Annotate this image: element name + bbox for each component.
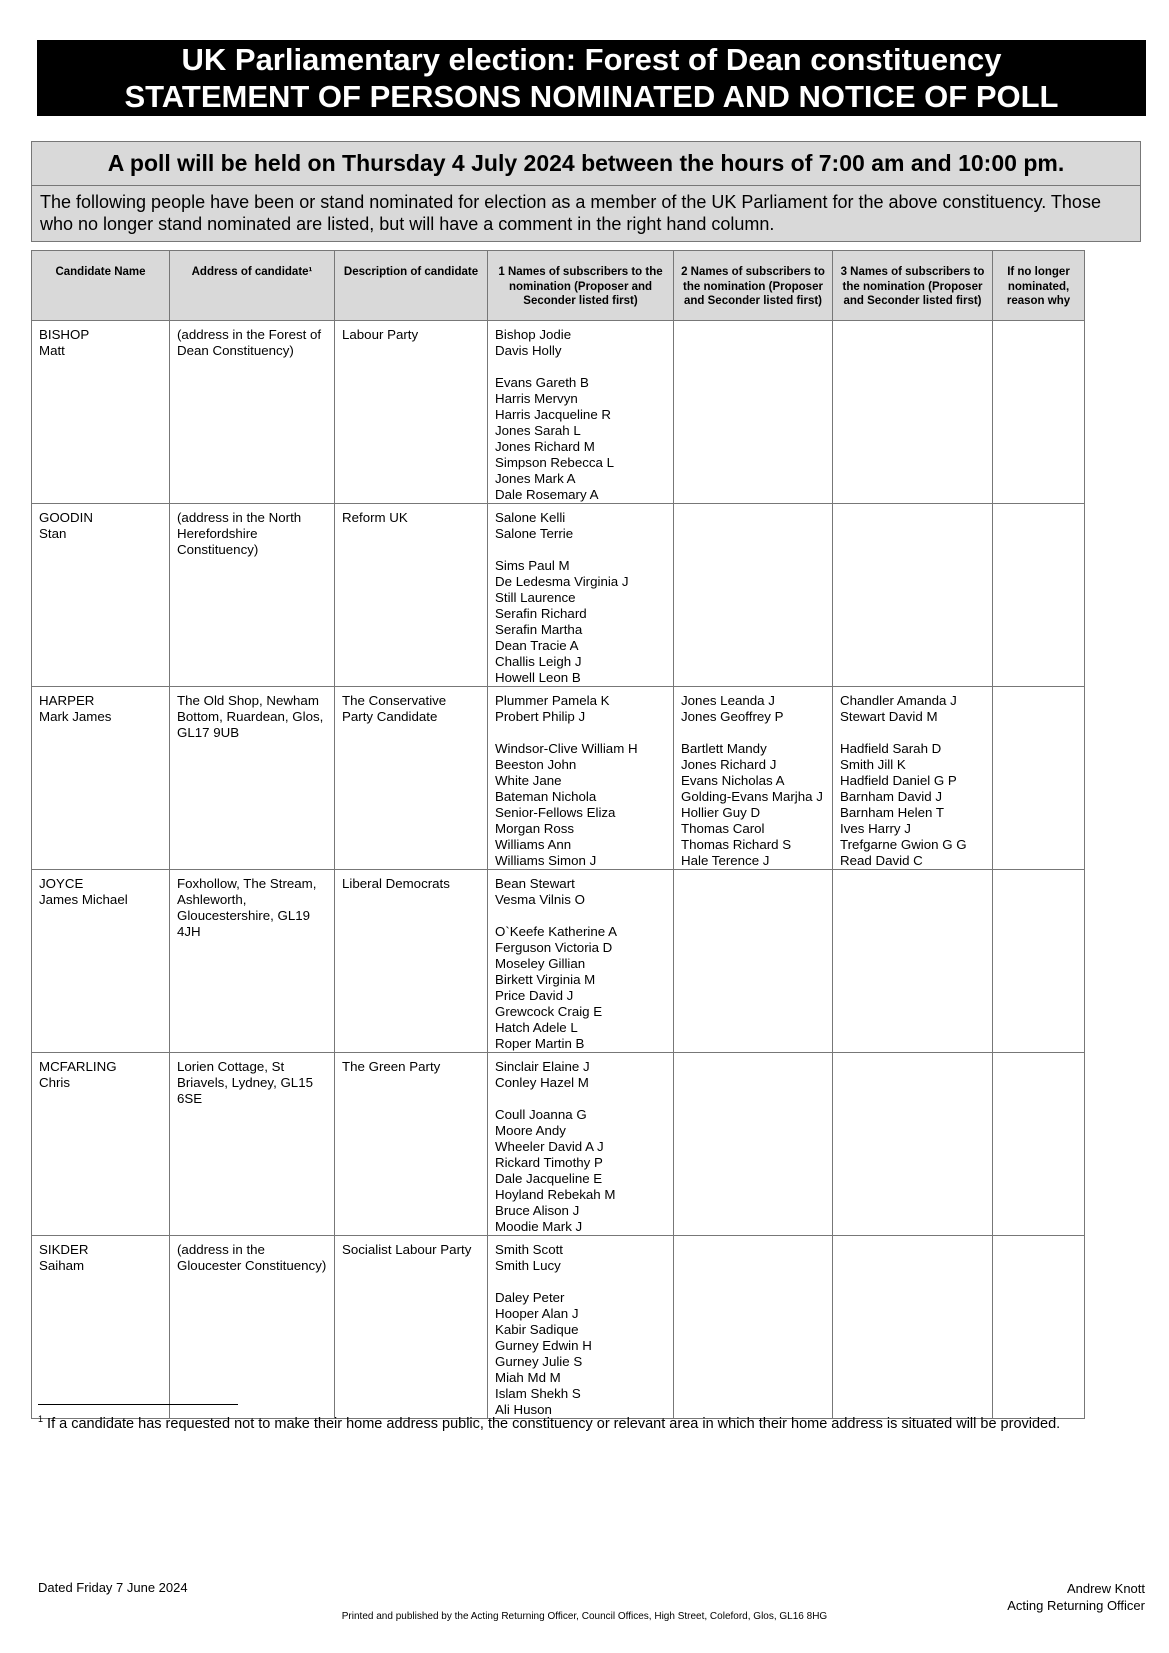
subscribers-cell bbox=[674, 687, 833, 870]
footnote: $^1$ If a candidate has requested not to make their home address public, the constituency or relevant area in which their home address is situated will be provided. bbox=[38, 1414, 1061, 1432]
candidate-address-cell bbox=[170, 1053, 335, 1236]
subscribers-cell bbox=[833, 1236, 993, 1419]
candidate-description-cell bbox=[335, 321, 488, 504]
imprint: Printed and published by the Acting Returning Officer, Council Offices, High Street, Coleford, Glos, GL16 8HG bbox=[341, 1611, 828, 1622]
candidate-forenames: Mark James bbox=[39, 709, 112, 724]
subscriber-gap bbox=[495, 542, 666, 558]
candidate-name-cell bbox=[32, 1236, 170, 1419]
subscriber-name: Smith Jill K bbox=[840, 757, 906, 772]
subscriber-name: Chandler Amanda J bbox=[840, 693, 957, 708]
column-header: Description of candidate bbox=[335, 251, 488, 321]
candidate-description-cell bbox=[335, 1236, 488, 1419]
subscriber-name: De Ledesma Virginia J bbox=[495, 574, 629, 589]
column-header: If no longer nominated, reason why bbox=[993, 251, 1085, 321]
subscriber-name: Jones Geoffrey P bbox=[681, 709, 784, 724]
officer-title: Acting Returning Officer bbox=[1007, 1598, 1145, 1613]
subscribers-cell bbox=[833, 321, 993, 504]
subscriber-name: Salone Terrie bbox=[495, 526, 574, 541]
candidate-address: Foxhollow, The Stream, Ashleworth, Gloucestershire, GL19 4JH bbox=[177, 876, 317, 939]
subscribers-cell bbox=[488, 504, 674, 687]
candidate-forenames: Stan bbox=[39, 526, 67, 541]
subscriber-name: Morgan Ross bbox=[495, 821, 575, 836]
subscriber-name: Sinclair Elaine J bbox=[495, 1059, 590, 1074]
subscriber-name: Read David C bbox=[840, 853, 923, 868]
subscriber-name: Jones Sarah L bbox=[495, 423, 581, 438]
title-line-1: UK Parliamentary election: Forest of Dean constituency bbox=[181, 42, 1002, 77]
subscriber-name: Hoyland Rebekah M bbox=[495, 1187, 616, 1202]
poll-box bbox=[31, 141, 1141, 242]
subscriber-name: Jones Leanda J bbox=[681, 693, 775, 708]
candidate-name-cell bbox=[32, 1053, 170, 1236]
subscriber-name: Probert Philip J bbox=[495, 709, 586, 724]
subscriber-name: Price David J bbox=[495, 988, 574, 1003]
subscriber-name: Thomas Richard S bbox=[681, 837, 792, 852]
subscribers-cell bbox=[488, 1236, 674, 1419]
subscriber-name: Gurney Julie S bbox=[495, 1354, 583, 1369]
subscribers-cell bbox=[674, 321, 833, 504]
candidate-address: (address in the North Herefordshire Constituency) bbox=[177, 510, 302, 557]
subscriber-name: Grewcock Craig E bbox=[495, 1004, 603, 1019]
subscriber-name: Dean Tracie A bbox=[495, 638, 579, 653]
subscriber-name: Hatch Adele L bbox=[495, 1020, 578, 1035]
reason-cell bbox=[993, 1236, 1085, 1419]
subscriber-name: Wheeler David A J bbox=[495, 1139, 604, 1154]
subscriber-name: Stewart David M bbox=[840, 709, 938, 724]
subscriber-name: Moore Andy bbox=[495, 1123, 566, 1138]
candidate-description: Labour Party bbox=[342, 327, 419, 342]
subscriber-name: Evans Gareth B bbox=[495, 375, 589, 390]
subscriber-name: Barnham David J bbox=[840, 789, 942, 804]
poll-statement: A poll will be held on Thursday 4 July 2024 between the hours of 7:00 am and 10:00 pm. bbox=[32, 142, 1140, 186]
subscribers-cell bbox=[674, 870, 833, 1053]
reason-cell bbox=[993, 504, 1085, 687]
subscribers-cell bbox=[488, 870, 674, 1053]
subscriber-gap bbox=[681, 725, 825, 741]
candidate-row bbox=[32, 504, 1085, 687]
subscribers-cell bbox=[674, 1236, 833, 1419]
subscriber-name: Salone Kelli bbox=[495, 510, 566, 525]
candidate-description-cell bbox=[335, 870, 488, 1053]
subscriber-name: Sims Paul M bbox=[495, 558, 570, 573]
candidate-row bbox=[32, 687, 1085, 870]
subscriber-name: Trefgarne Gwion G G bbox=[840, 837, 967, 852]
subscriber-gap bbox=[840, 725, 985, 741]
subscriber-name: Birkett Virginia M bbox=[495, 972, 596, 987]
subscriber-name: Evans Nicholas A bbox=[681, 773, 785, 788]
reason-cell bbox=[993, 687, 1085, 870]
subscriber-name: Rickard Timothy P bbox=[495, 1155, 603, 1170]
subscriber-name: Hooper Alan J bbox=[495, 1306, 579, 1321]
subscriber-name: White Jane bbox=[495, 773, 562, 788]
subscriber-name: Williams Simon J bbox=[495, 853, 597, 868]
column-header: Address of candidate¹ bbox=[170, 251, 335, 321]
reason-cell bbox=[993, 321, 1085, 504]
candidate-forenames: Chris bbox=[39, 1075, 71, 1090]
candidate-surname: HARPER bbox=[39, 693, 95, 708]
candidate-description-cell bbox=[335, 504, 488, 687]
candidate-description: Reform UK bbox=[342, 510, 408, 525]
intro-text: The following people have been or stand nominated for election as a member of the UK Parliament for the above constituency. Those who no longer stand nominated are listed, but will have a comment in the right hand column. bbox=[40, 192, 1101, 234]
subscriber-name: Islam Shekh S bbox=[495, 1386, 581, 1401]
dated: Dated Friday 7 June 2024 bbox=[38, 1580, 188, 1595]
column-header: 1 Names of subscribers to the nomination (Proposer and Seconder listed first) bbox=[488, 251, 674, 321]
candidate-description: Liberal Democrats bbox=[342, 876, 450, 891]
candidate-address-cell bbox=[170, 687, 335, 870]
candidate-address: (address in the Gloucester Constituency) bbox=[177, 1242, 327, 1273]
candidate-surname: BISHOP bbox=[39, 327, 90, 342]
candidate-row bbox=[32, 321, 1085, 504]
subscribers-cell bbox=[833, 1053, 993, 1236]
column-header: 2 Names of subscribers to the nomination (Proposer and Seconder listed first) bbox=[674, 251, 833, 321]
subscriber-gap bbox=[495, 725, 666, 741]
candidate-forenames: Matt bbox=[39, 343, 65, 358]
subscriber-name: Ferguson Victoria D bbox=[495, 940, 613, 955]
subscriber-name: Dale Jacqueline E bbox=[495, 1171, 603, 1186]
subscriber-name: O`Keefe Katherine A bbox=[495, 924, 617, 939]
candidate-address-cell bbox=[170, 870, 335, 1053]
subscriber-name: Daley Peter bbox=[495, 1290, 565, 1305]
subscriber-name: Gurney Edwin H bbox=[495, 1338, 592, 1353]
reason-cell bbox=[993, 1053, 1085, 1236]
subscriber-name: Simpson Rebecca L bbox=[495, 455, 614, 470]
subscriber-name: Moseley Gillian bbox=[495, 956, 586, 971]
subscriber-name: Ives Harry J bbox=[840, 821, 911, 836]
subscriber-name: Smith Lucy bbox=[495, 1258, 561, 1273]
subscriber-name: Jones Richard J bbox=[681, 757, 777, 772]
subscriber-name: Bartlett Mandy bbox=[681, 741, 767, 756]
subscriber-name: Bateman Nichola bbox=[495, 789, 597, 804]
candidate-address: (address in the Forest of Dean Constituency) bbox=[177, 327, 322, 358]
subscribers-cell bbox=[833, 504, 993, 687]
candidate-description: The Green Party bbox=[342, 1059, 441, 1074]
officer-name: Andrew Knott bbox=[1066, 1581, 1145, 1596]
subscriber-name: Bean Stewart bbox=[495, 876, 575, 891]
subscriber-name: Still Laurence bbox=[495, 590, 576, 605]
subscriber-name: Dale Rosemary A bbox=[495, 487, 599, 502]
candidate-surname: JOYCE bbox=[39, 876, 84, 891]
subscriber-name: Hadfield Sarah D bbox=[840, 741, 942, 756]
subscriber-gap bbox=[495, 359, 666, 375]
subscriber-name: Vesma Vilnis O bbox=[495, 892, 585, 907]
subscriber-name: Harris Jacqueline R bbox=[495, 407, 612, 422]
title-line-2: STATEMENT OF PERSONS NOMINATED AND NOTICE OF POLL bbox=[124, 79, 1059, 114]
candidate-surname: MCFARLING bbox=[39, 1059, 117, 1074]
subscriber-name: Roper Martin B bbox=[495, 1036, 585, 1051]
candidate-row bbox=[32, 870, 1085, 1053]
column-header: Candidate Name bbox=[32, 251, 170, 321]
subscriber-name: Coull Joanna G bbox=[495, 1107, 587, 1122]
candidate-name-cell bbox=[32, 870, 170, 1053]
candidate-address-cell bbox=[170, 1236, 335, 1419]
subscribers-cell bbox=[674, 504, 833, 687]
candidate-description-cell bbox=[335, 687, 488, 870]
subscriber-name: Serafin Martha bbox=[495, 622, 583, 637]
candidates-table bbox=[31, 250, 1085, 1419]
subscriber-name: Golding-Evans Marjha J bbox=[681, 789, 823, 804]
subscribers-cell bbox=[833, 687, 993, 870]
subscriber-name: Conley Hazel M bbox=[495, 1075, 589, 1090]
subscriber-name: Bruce Alison J bbox=[495, 1203, 580, 1218]
subscriber-name: Smith Scott bbox=[495, 1242, 563, 1257]
subscriber-name: Serafin Richard bbox=[495, 606, 587, 621]
subscriber-gap bbox=[495, 908, 666, 924]
subscribers-cell bbox=[674, 1053, 833, 1236]
subscriber-name: Bishop Jodie bbox=[495, 327, 572, 342]
candidate-forenames: Saiham bbox=[39, 1258, 85, 1273]
subscriber-name: Challis Leigh J bbox=[495, 654, 582, 669]
candidate-description: Socialist Labour Party bbox=[342, 1242, 472, 1257]
subscriber-name: Hollier Guy D bbox=[681, 805, 761, 820]
footnote-text: If a candidate has requested not to make their home address public, the constituency or relevant area in which their home address is situated will be provided. bbox=[47, 1415, 1061, 1432]
candidate-name-cell bbox=[32, 504, 170, 687]
candidate-name-cell bbox=[32, 687, 170, 870]
subscribers-cell bbox=[488, 687, 674, 870]
subscriber-name: Howell Leon B bbox=[495, 670, 581, 685]
subscriber-name: Jones Mark A bbox=[495, 471, 576, 486]
footnote-divider bbox=[38, 1404, 238, 1405]
signature-block bbox=[1007, 1580, 1145, 1614]
candidate-surname: GOODIN bbox=[39, 510, 93, 525]
subscriber-name: Harris Mervyn bbox=[495, 391, 578, 406]
subscribers-cell bbox=[833, 870, 993, 1053]
subscriber-name: Miah Md M bbox=[495, 1370, 561, 1385]
subscribers-cell bbox=[488, 321, 674, 504]
subscribers-cell bbox=[488, 1053, 674, 1236]
candidate-address-cell bbox=[170, 504, 335, 687]
subscriber-name: Windsor-Clive William H bbox=[495, 741, 638, 756]
candidate-address-cell bbox=[170, 321, 335, 504]
column-header: 3 Names of subscribers to the nomination (Proposer and Seconder listed first) bbox=[833, 251, 993, 321]
notice-title bbox=[37, 40, 1146, 116]
subscriber-name: Kabir Sadique bbox=[495, 1322, 579, 1337]
candidate-address: Lorien Cottage, St Briavels, Lydney, GL15 6SE bbox=[177, 1059, 313, 1106]
subscriber-name: Thomas Carol bbox=[681, 821, 765, 836]
subscriber-name: Plummer Pamela K bbox=[495, 693, 610, 708]
candidate-forenames: James Michael bbox=[39, 892, 128, 907]
subscriber-name: Beeston John bbox=[495, 757, 577, 772]
subscriber-name: Davis Holly bbox=[495, 343, 562, 358]
reason-cell bbox=[993, 870, 1085, 1053]
subscriber-gap bbox=[495, 1091, 666, 1107]
subscriber-gap bbox=[495, 1274, 666, 1290]
subscriber-name: Jones Richard M bbox=[495, 439, 595, 454]
subscriber-name: Hale Terence J bbox=[681, 853, 770, 868]
candidate-name-cell bbox=[32, 321, 170, 504]
candidate-row bbox=[32, 1236, 1085, 1419]
subscriber-name: Hadfield Daniel G P bbox=[840, 773, 957, 788]
subscriber-name: Barnham Helen T bbox=[840, 805, 944, 820]
candidate-row bbox=[32, 1053, 1085, 1236]
subscriber-name: Senior-Fellows Eliza bbox=[495, 805, 616, 820]
candidate-description-cell bbox=[335, 1053, 488, 1236]
candidate-description: The Conservative Party Candidate bbox=[342, 693, 447, 724]
subscriber-name: Ali Huson bbox=[495, 1402, 552, 1417]
subscriber-name: Williams Ann bbox=[495, 837, 572, 852]
candidate-address: The Old Shop, Newham Bottom, Ruardean, Glos, GL17 9UB bbox=[177, 693, 324, 740]
subscriber-name: Moodie Mark J bbox=[495, 1219, 583, 1234]
candidate-surname: SIKDER bbox=[39, 1242, 89, 1257]
